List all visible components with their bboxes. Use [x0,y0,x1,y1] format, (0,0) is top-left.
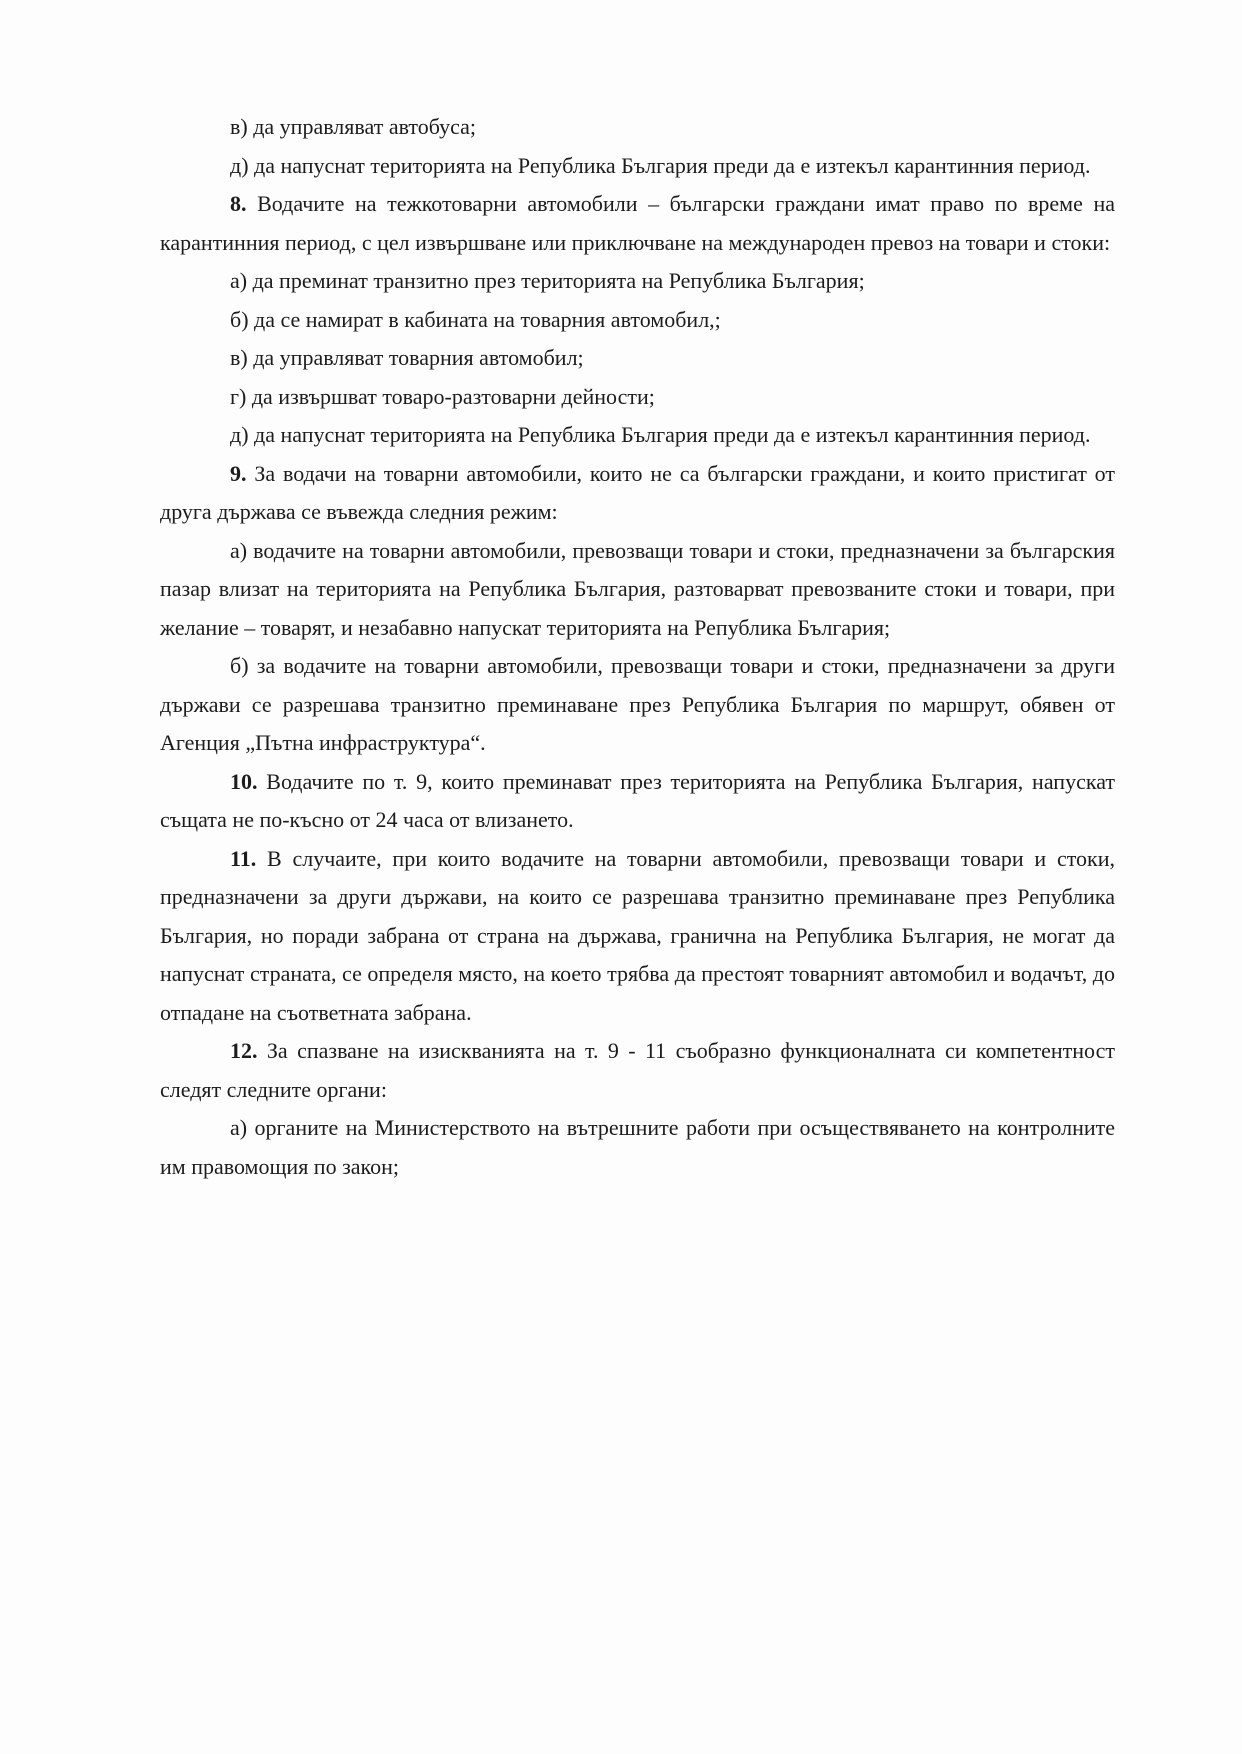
paragraph-9b [160,647,1115,763]
paragraph-text: в) да управляват автобуса; [230,114,477,139]
paragraph-8a [160,262,1115,301]
paragraph-text: а) органите на Министерството на вътрешните работи при осъществяването на контролните им правомощия по закон; [160,1115,1115,1179]
paragraph-text: д) да напуснат територията на Република България преди да е изтекъл карантинния период. [230,152,1091,178]
paragraph-7d [160,147,1115,186]
paragraph-text: б) за водачите на товарни автомобили, превозващи товари и стоки, предназначени за други държави се разрешава транзитно преминаване през Република България по маршрут, обявен от Агенция „Пътна инфраструктура“. [160,653,1115,755]
paragraph-12 [160,1032,1115,1109]
paragraph-11 [160,840,1115,1033]
paragraph-8v [160,339,1115,378]
paragraph-text: В случаите, при които водачите на товарни автомобили, превозващи товари и стоки, предназначени за други държави, на които се разрешава транзитно преминаване през Република България, но поради забрана от страна на държава, гранична на Република България, не могат да напуснат страната, се определя място, на което трябва да престоят товарният автомобил и водачът, до отпадане на съответната забрана. [160,845,1115,1025]
paragraph-text: б) да се намират в кабината на товарния автомобил,; [230,306,721,332]
paragraph-12a [160,1109,1115,1186]
item-number: 9. [230,460,247,486]
paragraph-9 [160,455,1115,532]
paragraph-8b [160,301,1115,340]
paragraph-text: Водачите на тежкотоварни автомобили – български граждани имат право по време на карантинния период, с цел извършване или приключване на международен превоз на товари и стоки: [160,191,1115,255]
paragraph-text: а) да преминат транзитно през територията на Република България; [230,268,865,293]
paragraph-text: Водачите по т. 9, които преминават през територията на Република България, напускат същата не по-късно от 24 часа от влизането. [160,768,1115,832]
item-number: 10. [230,768,258,794]
paragraph-8g [160,378,1115,417]
document-body [160,108,1115,1186]
paragraph-text: в) да управляват товарния автомобил; [230,345,584,370]
paragraph-text: а) водачите на товарни автомобили, превозващи товари и стоки, предназначени за българския пазар влизат на територията на Република България, разтоварват превозваните стоки и товари, при желание – товарят, и незабавно напускат територията на Република България; [160,537,1115,640]
paragraph-text: За водачи на товарни автомобили, които не са български граждани, и които пристигат от друга държава се въвежда следния режим: [160,460,1115,524]
paragraph-text: г) да извършват товаро-разтоварни дейности; [230,383,655,409]
item-number: 8. [230,191,247,216]
item-number: 11. [230,845,257,871]
paragraph-9a [160,532,1115,648]
paragraph-7v [160,108,1115,147]
paragraph-10 [160,763,1115,840]
paragraph-text: За спазване на изискванията на т. 9 - 11 съобразно функционалната си компетентност следят следните органи: [160,1038,1115,1102]
paragraph-8d [160,416,1115,455]
paragraph-text: д) да напуснат територията на Република България преди да е изтекъл карантинния период. [230,422,1091,447]
paragraph-8 [160,185,1115,262]
item-number: 12. [230,1038,258,1063]
